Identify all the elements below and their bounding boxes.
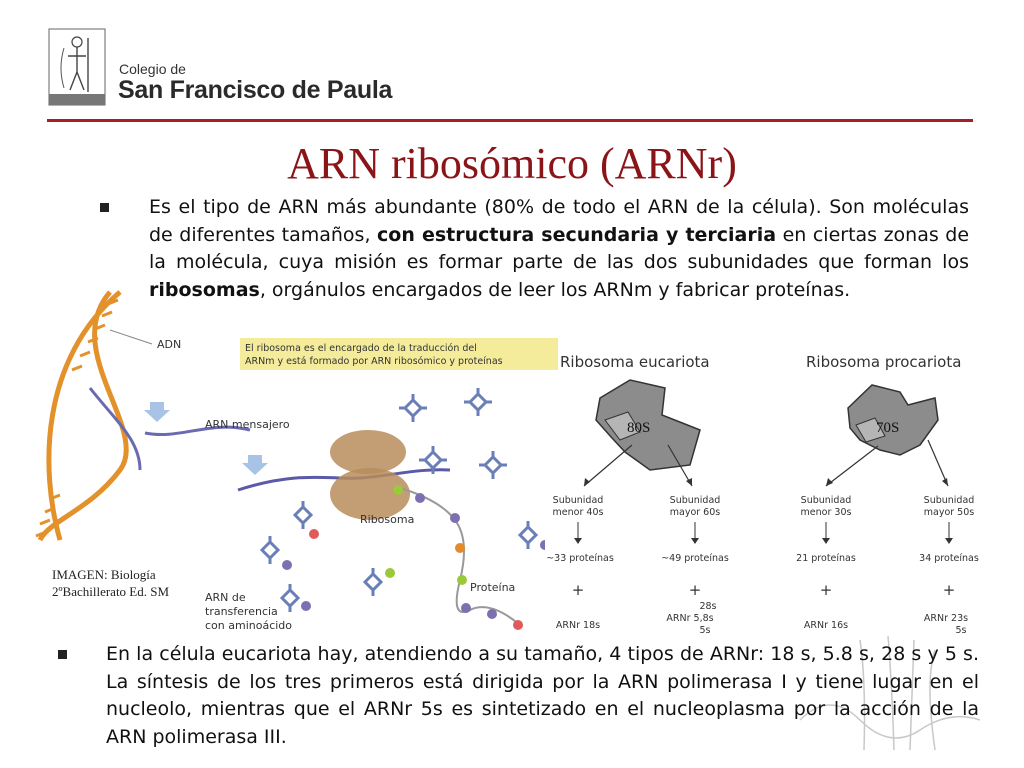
euk-major-size: mayor 60s xyxy=(669,507,721,518)
prok-major-proteins: 34 proteínas xyxy=(919,553,979,564)
mrna-label: ARN mensajero xyxy=(205,418,290,431)
page-title: ARN ribosómico (ARNr) xyxy=(287,139,737,188)
paragraph-1-bold-ribosomas: ribosomas xyxy=(149,278,260,301)
image-caption-line2: 2ºBachillerato Ed. SM xyxy=(52,584,170,599)
prok-major-label: Subunidad xyxy=(923,495,975,506)
prok-rna-23s: ARNr 23s xyxy=(923,613,969,624)
ribosome-label: Ribosoma xyxy=(360,513,415,526)
dna-helix-icon xyxy=(36,292,152,540)
euk-size: 80S xyxy=(627,420,651,436)
prok-rna-5s: 5s xyxy=(955,625,967,636)
paragraph-2: En la célula eucariota hay, atendiendo a su tamaño, 4 tipos de ARNr: 18 s, 5.8 s, 28 s y 5 s. La síntesis de los tres primeros está dirigida por la ARN polimerasa I y tiene lugar en el nucleolo, mientras que el ARNr 5s es sintetizado en el nucleoplasma por la acción de la ARN polimerasa III. xyxy=(106,643,979,748)
prok-minor-label: Subunidad xyxy=(800,495,852,506)
trna-label-line1: ARN de xyxy=(205,591,246,604)
paragraph-1-bold-structure: con estructura secundaria y terciaria xyxy=(377,223,777,246)
ribosome-note-line1: El ribosoma es el encargado de la traducción del xyxy=(245,343,477,354)
euk-minor-proteins: ~33 proteínas xyxy=(546,553,614,564)
euk-rna-5s: 5s xyxy=(699,625,711,636)
ribosome-note-line2: ARNm y está formado por ARN ribosómico y proteínas xyxy=(245,356,503,367)
euk-minor-label: Subunidad xyxy=(552,495,604,506)
paragraph-1-text-b: en ciertas zonas de la molécula, cuya misión es formar parte de las dos subunidades que forman los xyxy=(149,223,970,273)
prok-size: 70S xyxy=(876,420,900,436)
euk-plus-minor: + xyxy=(571,581,585,599)
trna-label-line3: con aminoácido xyxy=(205,619,293,632)
euk-title: Ribosoma eucariota xyxy=(560,353,710,371)
euk-rna-28s: 28s xyxy=(699,601,717,612)
paragraph-1-text-c: , orgánulos encargados de leer los ARNm y fabricar proteínas. xyxy=(259,278,851,301)
dna-label: ADN xyxy=(157,338,182,351)
prok-title: Ribosoma procariota xyxy=(806,353,962,371)
trna-label-line2: transferencia xyxy=(205,605,278,618)
euk-major-proteins: ~49 proteínas xyxy=(661,553,729,564)
euk-major-label: Subunidad xyxy=(669,495,721,506)
euk-minor-rna: ARNr 18s xyxy=(555,620,601,631)
prok-minor-size: menor 30s xyxy=(800,507,852,518)
prok-major-size: mayor 50s xyxy=(923,507,975,518)
paragraph-1-text-a: Es el tipo de ARN más abundante (80% de todo el ARN de la célula). Son moléculas de diferentes tamaños, xyxy=(149,196,969,246)
flow-arrow-icon xyxy=(144,402,268,475)
euk-plus-major: + xyxy=(688,581,702,599)
school-name: San Francisco de Paula xyxy=(118,76,393,104)
prok-plus-minor: + xyxy=(819,581,833,599)
euk-rna-58s: ARNr 5,8s xyxy=(666,613,714,624)
bullet-square-icon xyxy=(58,650,67,659)
prok-minor-proteins: 21 proteínas xyxy=(796,553,856,564)
image-caption-line1: IMAGEN: Biología xyxy=(52,567,156,582)
ribosome-icon xyxy=(330,430,410,520)
protein-label: Proteína xyxy=(470,581,516,594)
euk-minor-size: menor 40s xyxy=(552,507,604,518)
prok-plus-major: + xyxy=(942,581,956,599)
prok-minor-rna: ARNr 16s xyxy=(803,620,849,631)
school-name-line1: Colegio de xyxy=(119,61,186,77)
image-caption xyxy=(52,566,169,600)
